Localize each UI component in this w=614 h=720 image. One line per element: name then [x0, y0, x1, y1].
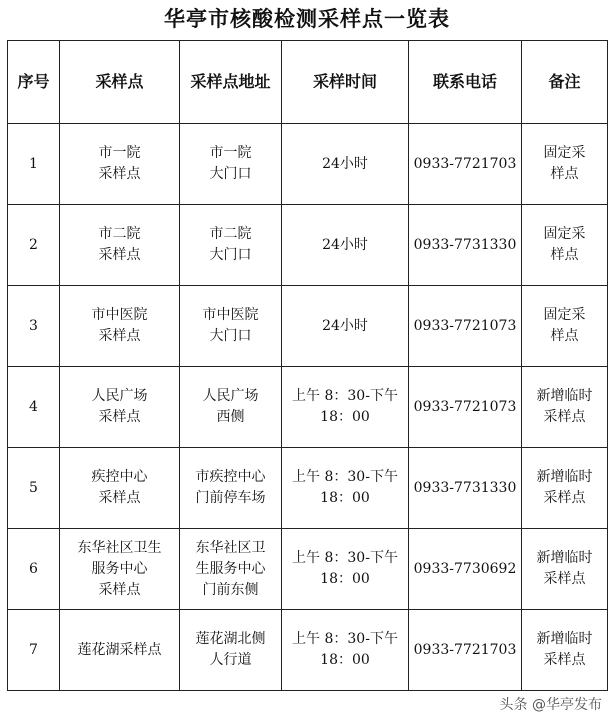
header-no: 序号 [8, 41, 60, 124]
cell-phone: 0933-7721073 [409, 286, 522, 367]
watermark: 头条 @华亭发布 [498, 694, 604, 714]
header-address: 采样点地址 [180, 41, 282, 124]
cell-phone: 0933-7730692 [409, 529, 522, 610]
header-time: 采样时间 [282, 41, 409, 124]
cell-address: 人民广场 西侧 [180, 367, 282, 448]
cell-address: 东华社区卫 生服务中心 门前东侧 [180, 529, 282, 610]
cell-phone: 0933-7721073 [409, 367, 522, 448]
cell-note: 固定采 样点 [522, 205, 608, 286]
header-site: 采样点 [60, 41, 180, 124]
header-note: 备注 [522, 41, 608, 124]
table-row [8, 205, 608, 286]
cell-address: 莲花湖北侧 人行道 [180, 610, 282, 691]
cell-site: 市中医院 采样点 [60, 286, 180, 367]
table-row [8, 448, 608, 529]
cell-time: 上午 8：30-下午 18：00 [282, 448, 409, 529]
cell-site: 市一院 采样点 [60, 124, 180, 205]
cell-no: 2 [8, 205, 60, 286]
table-row [8, 124, 608, 205]
cell-time: 24小时 [282, 124, 409, 205]
table-row [8, 367, 608, 448]
cell-no: 3 [8, 286, 60, 367]
cell-time: 上午 8：30-下午 18：00 [282, 367, 409, 448]
cell-phone: 0933-7731330 [409, 205, 522, 286]
sampling-sites-table [7, 40, 608, 691]
cell-phone: 0933-7721703 [409, 610, 522, 691]
header-phone: 联系电话 [409, 41, 522, 124]
table-row [8, 286, 608, 367]
cell-site: 莲花湖采样点 [60, 610, 180, 691]
cell-note: 固定采 样点 [522, 124, 608, 205]
cell-time: 24小时 [282, 286, 409, 367]
cell-no: 5 [8, 448, 60, 529]
cell-address: 市疾控中心 门前停车场 [180, 448, 282, 529]
cell-site: 疾控中心 采样点 [60, 448, 180, 529]
table-header-row [8, 41, 608, 124]
cell-no: 1 [8, 124, 60, 205]
cell-no: 4 [8, 367, 60, 448]
cell-no: 6 [8, 529, 60, 610]
cell-note: 新增临时 采样点 [522, 529, 608, 610]
cell-site: 人民广场 采样点 [60, 367, 180, 448]
cell-phone: 0933-7731330 [409, 448, 522, 529]
table-row [8, 610, 608, 691]
cell-note: 新增临时 采样点 [522, 610, 608, 691]
cell-note: 固定采 样点 [522, 286, 608, 367]
cell-time: 上午 8：30-下午 18：00 [282, 529, 409, 610]
cell-address: 市一院 大门口 [180, 124, 282, 205]
table-row [8, 529, 608, 610]
cell-address: 市二院 大门口 [180, 205, 282, 286]
cell-note: 新增临时 采样点 [522, 367, 608, 448]
cell-site: 市二院 采样点 [60, 205, 180, 286]
cell-note: 新增临时 采样点 [522, 448, 608, 529]
cell-time: 上午 8：30-下午 18：00 [282, 610, 409, 691]
cell-phone: 0933-7721703 [409, 124, 522, 205]
page-title: 华亭市核酸检测采样点一览表 [164, 6, 450, 31]
cell-no: 7 [8, 610, 60, 691]
cell-address: 市中医院 大门口 [180, 286, 282, 367]
cell-site: 东华社区卫生 服务中心 采样点 [60, 529, 180, 610]
cell-time: 24小时 [282, 205, 409, 286]
